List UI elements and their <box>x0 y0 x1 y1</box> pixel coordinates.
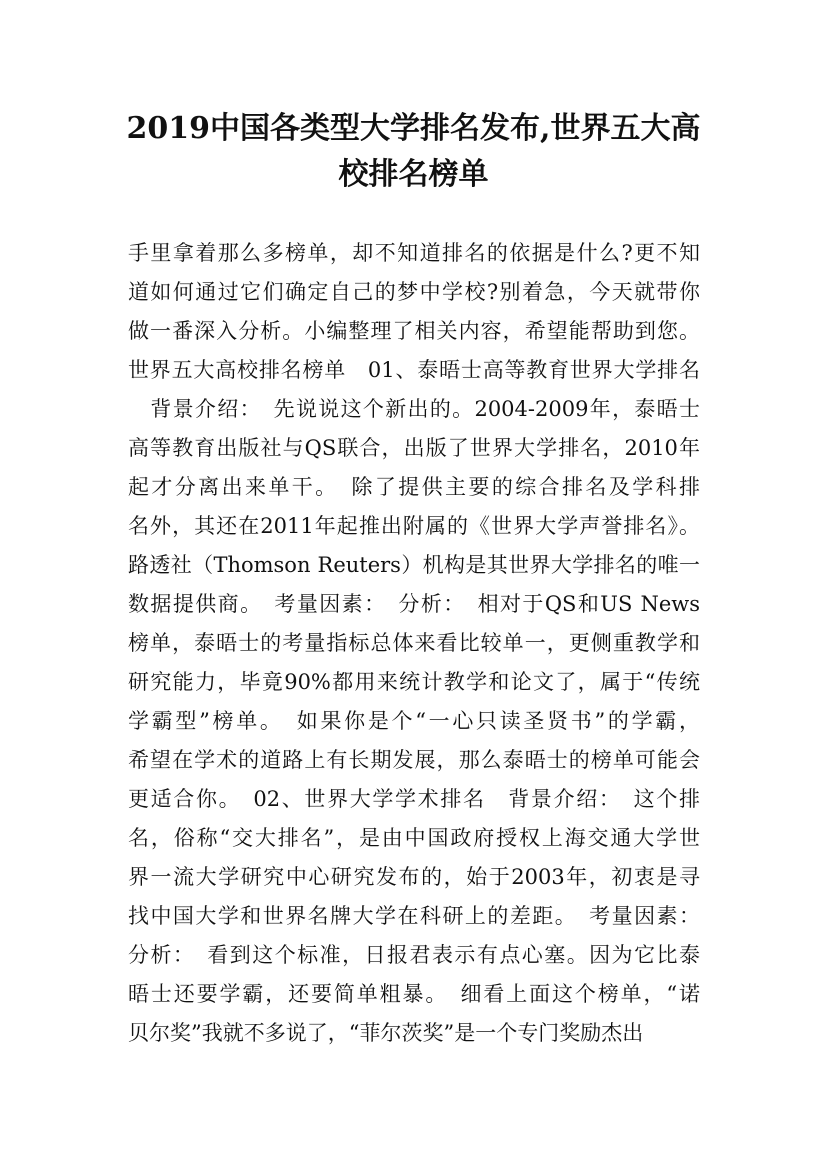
body-line: 分析： 看到这个标准，日报君表示有点心塞。因为它比泰 <box>128 943 700 967</box>
body-line: 高等教育出版社与QS联合，出版了世界大学排名，2010年 <box>128 436 700 460</box>
body-line: 起才分离出来单干。 除了提供主要的综合排名及学科排 <box>128 475 700 499</box>
body-line: 找中国大学和世界名牌大学在科研上的差距。 考量因素： <box>128 904 700 928</box>
body-line: 数据提供商。 考量因素： 分析： 相对于QS和US News <box>128 592 700 616</box>
document-title-line-1: 2019中国各类型大学排名发布,世界五大高 <box>126 111 701 146</box>
body-line: 路透社（Thomson Reuters）机构是其世界大学排名的唯一 <box>128 553 700 577</box>
body-line: 学霸型”榜单。 如果你是个“一心只读圣贤书”的学霸， <box>128 709 700 733</box>
body-line: 晤士还要学霸，还要简单粗暴。 细看上面这个榜单，“诺 <box>128 982 700 1006</box>
body-line: 希望在学术的道路上有长期发展，那么泰晤士的榜单可能会 <box>128 748 700 772</box>
body-line: 世界五大高校排名榜单 01、泰晤士高等教育世界大学排名 <box>128 358 700 382</box>
body-line: 界一流大学研究中心研究发布的，始于2003年，初衷是寻 <box>128 865 700 889</box>
body-line: 名，俗称“交大排名”，是由中国政府授权上海交通大学世 <box>128 826 700 850</box>
body-line: 榜单，泰晤士的考量指标总体来看比较单一，更侧重教学和 <box>128 631 700 655</box>
body-line: 名外，其还在2011年起推出附属的《世界大学声誉排名》。 <box>128 514 700 538</box>
body-line: 研究能力，毕竟90%都用来统计教学和论文了，属于“传统 <box>128 670 700 694</box>
body-line: 贝尔奖”我就不多说了，“菲尔茨奖”是一个专门奖励杰出 <box>128 1021 644 1045</box>
body-line: 做一番深入分析。小编整理了相关内容，希望能帮助到您。 <box>128 319 700 343</box>
body-line: 更适合你。 02、世界大学学术排名 背景介绍： 这个排 <box>128 787 700 811</box>
body-line: 背景介绍： 先说说这个新出的。2004-2009年，泰晤士 <box>128 397 700 421</box>
body-line: 手里拿着那么多榜单，却不知道排名的依据是什么?更不知 <box>128 241 700 265</box>
body-line: 道如何通过它们确定自己的梦中学校?别着急，今天就带你 <box>128 280 700 304</box>
document-title-line-2: 校排名榜单 <box>338 157 489 192</box>
